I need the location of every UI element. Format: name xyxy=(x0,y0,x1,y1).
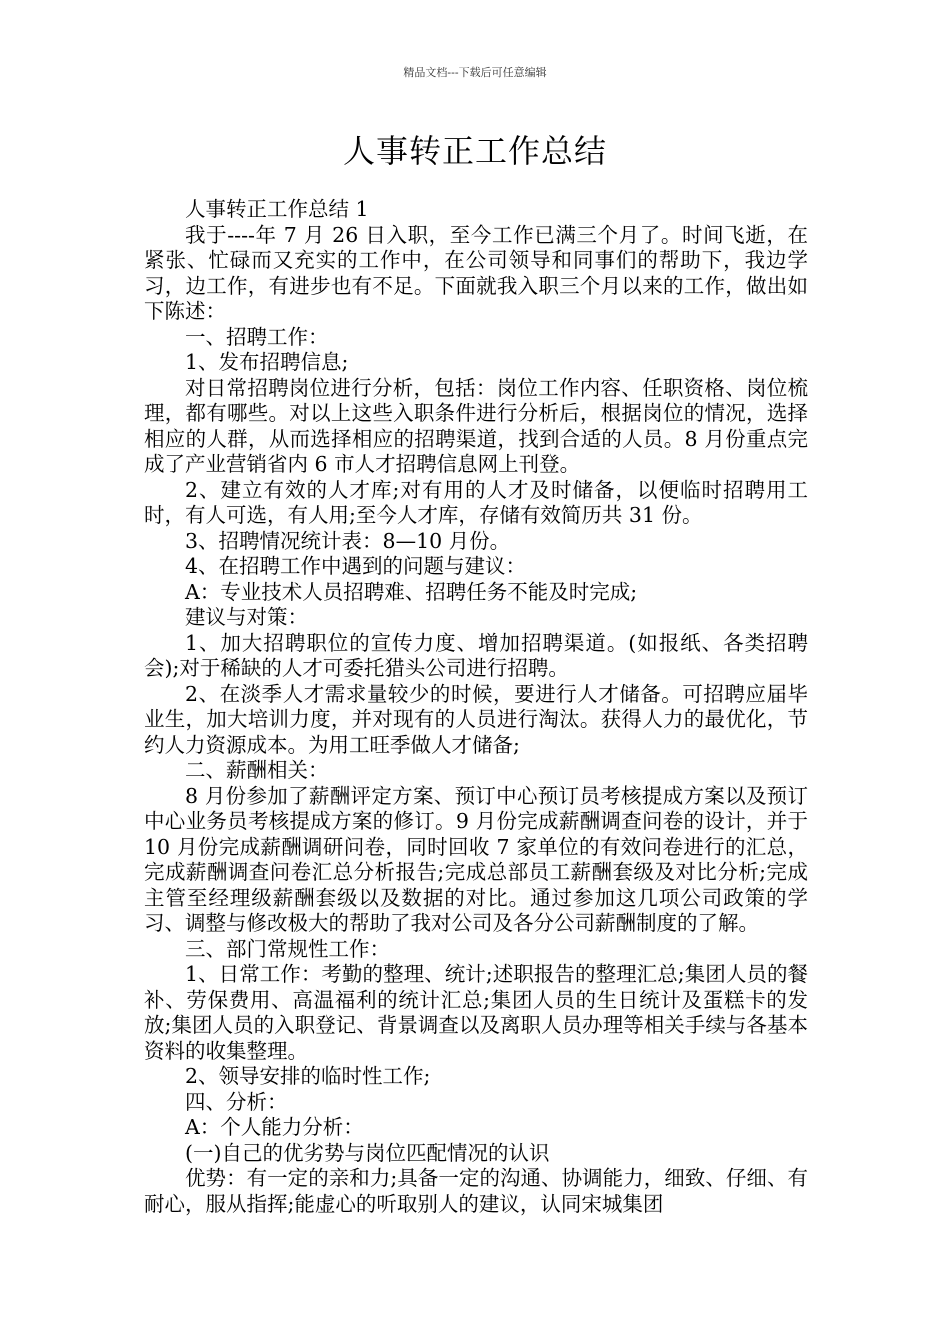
section-heading: 建议与对策： xyxy=(185,605,308,629)
paragraph: 对日常招聘岗位进行分析，包括：岗位工作内容、任职资格、岗位梳理，都有哪些。对以上这些入职条件进行分析后，根据岗位的情况，选择相应的人群，从而选择相应的招聘渠道，找到合适的人员。8 月份重点完成了产业营销省内 6 市人才招聘信息网上刊登。 xyxy=(144,375,808,476)
list-item: 2、领导安排的临时性工作; xyxy=(185,1064,431,1088)
document-body xyxy=(144,197,808,1217)
list-item: 1、日常工作：考勤的整理、统计;述职报告的整理汇总;集团人员的餐补、劳保费用、高温福利的统计汇总;集团人员的生日统计及蛋糕卡的发放;集团人员的入职登记、背景调查以及离职人员办理等相关手续与各基本资料的收集整理。 xyxy=(144,962,808,1063)
section-heading: 人事转正工作总结 1 xyxy=(185,197,369,221)
paragraph: 优势：有一定的亲和力;具备一定的沟通、协调能力，细致、仔细、有耐心，服从指挥;能虚心的听取别人的建议，认同宋城集团 xyxy=(144,1166,808,1216)
header-note: 精品文档---下载后可任意编辑 xyxy=(403,66,547,79)
section-heading: 三、部门常规性工作： xyxy=(185,936,390,961)
section-heading: 一、招聘工作： xyxy=(185,324,329,349)
section-heading: (一)自己的优劣势与岗位匹配情况的认识 xyxy=(185,1140,550,1165)
section-heading: A：个人能力分析： xyxy=(185,1115,364,1139)
list-item: 1、发布招聘信息; xyxy=(185,350,349,374)
paragraph: A：专业技术人员招聘难、招聘任务不能及时完成; xyxy=(185,579,638,604)
paragraph: 我于----年 7 月 26 日入职，至今工作已满三个月了。时间飞逝，在紧张、忙碌而又充实的工作中，在公司领导和同事们的帮助下，我边学习，边工作，有进步也有不足。下面就我入职三个月以来的工作，做出如下陈述： xyxy=(144,222,808,323)
paragraph: 8 月份参加了薪酬评定方案、预订中心预订员考核提成方案以及预订中心业务员考核提成方案的修订。9 月份完成薪酬调查问卷的设计，并于 10 月份完成薪酬调研问卷，同时回收 7 家单位的有效问卷进行的汇总，完成薪酬调查问卷汇总分析报告;完成总部员工薪酬套级及对比分析;完成主管至经理级薪酬套级以及数据的对比。通过参加这几项公司政策的学习、调整与修改极大的帮助了我对公司及各分公司薪酬制度的了解。 xyxy=(144,783,808,935)
section-heading: 二、薪酬相关： xyxy=(185,758,329,782)
list-item: 3、招聘情况统计表：8—10 月份。 xyxy=(185,528,511,553)
list-item: 2、在淡季人才需求量较少的时候，要进行人才储备。可招聘应届毕业生，加大培训力度，并对现有的人员进行淘汰。获得人力的最优化，节约人力资源成本。为用工旺季做人才储备; xyxy=(144,681,808,757)
list-item: 1、加大招聘职位的宣传力度、增加招聘渠道。(如报纸、各类招聘会);对于稀缺的人才可委托猎头公司进行招聘。 xyxy=(144,630,808,680)
list-item: 2、建立有效的人才库;对有用的人才及时储备，以便临时招聘用工时，有人可选，有人用;至今人才库，存储有效简历共 31 份。 xyxy=(144,477,808,527)
document-title: 人事转正工作总结 xyxy=(342,132,607,170)
list-item: 4、在招聘工作中遇到的问题与建议： xyxy=(185,554,527,578)
section-heading: 四、分析： xyxy=(185,1089,288,1114)
